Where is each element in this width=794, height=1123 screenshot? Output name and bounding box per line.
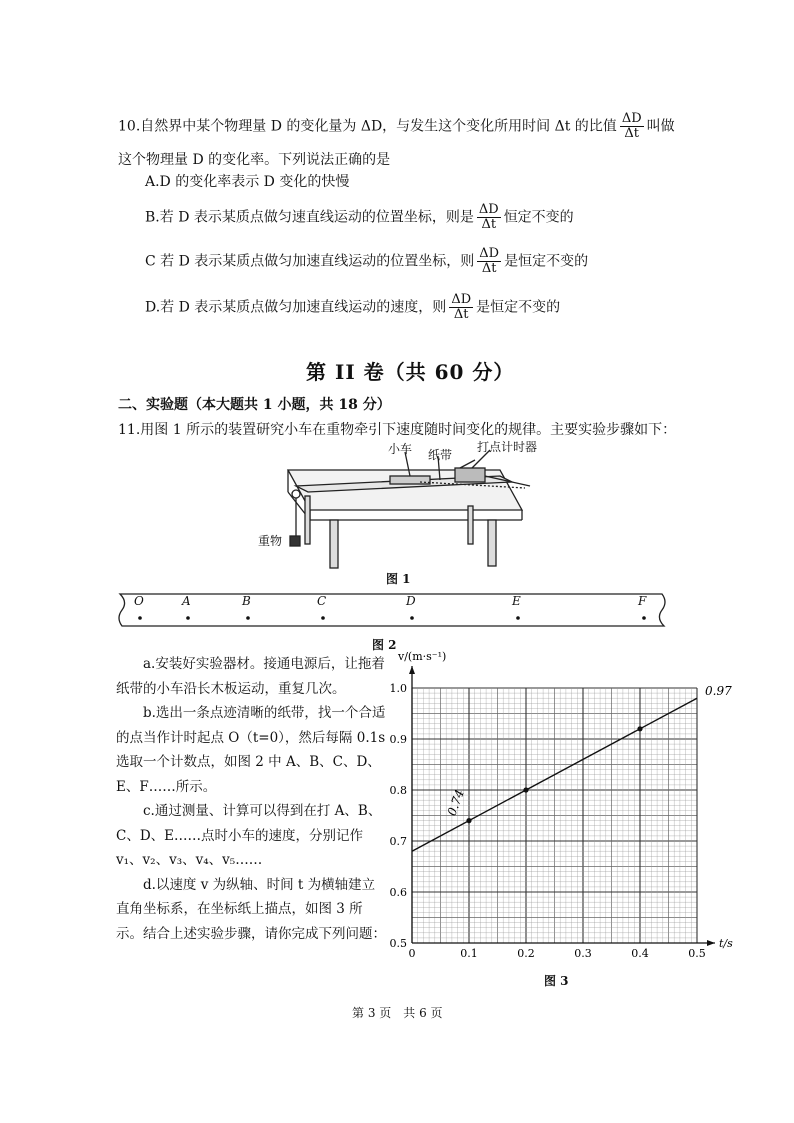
weight: [290, 536, 300, 546]
y-tick-label: 0.9: [389, 733, 407, 746]
q10-option-d: D.若 D 表示某质点做匀加速直线运动的速度，则 $\frac{\Delta D}{\Delta t}$ 是恒定不变的: [145, 292, 561, 322]
step-d: d.以速度 v 为纵轴、时间 t 为横轴建立直角坐标系，在坐标纸上描点，如图 3 所示。结合上述实验步骤，请你完成下列问题：: [116, 876, 386, 942]
fraction: $\frac{\Delta D}{\Delta t}$: [621, 111, 642, 141]
x-tick-label: 0.2: [517, 947, 535, 960]
tape-point-label: C: [317, 594, 327, 608]
section-title: 第 II 卷（共 60 分）: [306, 360, 515, 384]
label-timer: 打点计时器: [477, 440, 538, 454]
y-tick-label: 0.5: [389, 937, 407, 950]
label-car: 小车: [388, 442, 413, 456]
x-axis-label: t/s: [719, 937, 733, 950]
pulley: [292, 490, 300, 498]
y-axis-arrow: [409, 666, 415, 674]
label-weight: 重物: [258, 534, 283, 548]
tape-point-label: A: [182, 594, 191, 608]
fraction: $\frac{\Delta D}{\Delta t}$: [478, 202, 499, 232]
q10-stem-text: 10.自然界中某个物理量 D 的变化量为 ΔD，与发生这个变化所用时间 Δt 的比值: [118, 118, 617, 135]
fraction: $\frac{\Delta D}{\Delta t}$: [451, 292, 472, 322]
q11-stem: 11.用图 1 所示的装置研究小车在重物牵引下速度随时间变化的规律。主要实验步骤如下：: [118, 422, 677, 438]
y-tick-label: 0.8: [389, 784, 407, 797]
figure1-apparatus: [250, 436, 550, 576]
q10-stem-line2: 这个物理量 D 的变化率。下列说法正确的是: [118, 152, 391, 168]
q10-option-c: C 若 D 表示某质点做匀加速直线运动的位置坐标，则 $\frac{\Delta D}{\Delta t}$ 是恒定不变的: [145, 246, 589, 276]
x-tick-label: 0.3: [574, 947, 592, 960]
tape-point-label: D: [406, 594, 416, 608]
label-tape: 纸带: [428, 448, 453, 462]
table-leg: [305, 496, 310, 544]
data-point: [466, 818, 471, 823]
section-subtitle: 二、实验题（本大题共 1 小题，共 18 分）: [118, 397, 391, 413]
x-tick-label: 0: [408, 947, 416, 960]
table-leg: [330, 520, 338, 568]
y-axis-label: v/(m·s⁻¹): [398, 650, 447, 663]
figure3-vt-chart: [380, 648, 740, 988]
x-tick-label: 0.1: [460, 947, 478, 960]
data-point: [523, 787, 528, 792]
figure1-caption: 图 1: [386, 572, 411, 586]
q10-stem-line1: 10.自然界中某个物理量 D 的变化量为 ΔD，与发生这个变化所用时间 Δt 的比值 $\frac{\Delta D}{\Delta t}$ 叫做: [118, 111, 675, 141]
figure2-caption: 图 2: [372, 638, 397, 652]
page-footer: 第 3 页 共 6 页: [352, 1006, 443, 1020]
tape-labels: [112, 590, 672, 630]
timer: [455, 468, 485, 482]
x-tick-label: 0.5: [688, 947, 706, 960]
x-axis-arrow: [707, 940, 715, 946]
figure3-caption: 图 3: [544, 974, 569, 988]
y-tick-label: 0.7: [389, 835, 407, 848]
step-c: c.通过测量、计算可以得到在打 A、B、C、D、E……点时小车的速度，分别记作 v₁、v₂、v₃、v₄、v₅……: [116, 803, 382, 868]
q10-option-b: B.若 D 表示某质点做匀速直线运动的位置坐标，则是 $\frac{\Delta D}{\Delta t}$ 恒定不变的: [145, 202, 574, 232]
step-a: a.安装好实验器材。接通电源后，让拖着纸带的小车沿长木板运动，重复几次。: [116, 656, 385, 697]
data-point: [637, 726, 642, 731]
tape-point-label: O: [134, 594, 144, 608]
step-b: b.选出一条点迹清晰的纸带，找一个合适的点当作计时起点 O（t=0），然后每隔 0.1s 选取一个计数点，如图 2 中 A、B、C、D、E、F……所示。: [116, 705, 386, 795]
table-leg: [488, 520, 496, 566]
fraction: $\frac{\Delta D}{\Delta t}$: [479, 246, 500, 276]
tape-point-label: F: [638, 594, 647, 608]
x-tick-label: 0.4: [631, 947, 649, 960]
q10-option-a: A.D 的变化率表示 D 变化的快慢: [145, 174, 350, 190]
handwritten-annotation: 0.74: [444, 787, 467, 818]
experiment-steps: [116, 652, 388, 946]
y-tick-label: 0.6: [389, 886, 407, 899]
tape-point-label: E: [512, 594, 521, 608]
y-tick-label: 1.0: [389, 682, 407, 695]
handwritten-annotation: 0.97: [705, 684, 732, 699]
tape-point-label: B: [242, 594, 251, 608]
table-leg: [468, 506, 473, 544]
